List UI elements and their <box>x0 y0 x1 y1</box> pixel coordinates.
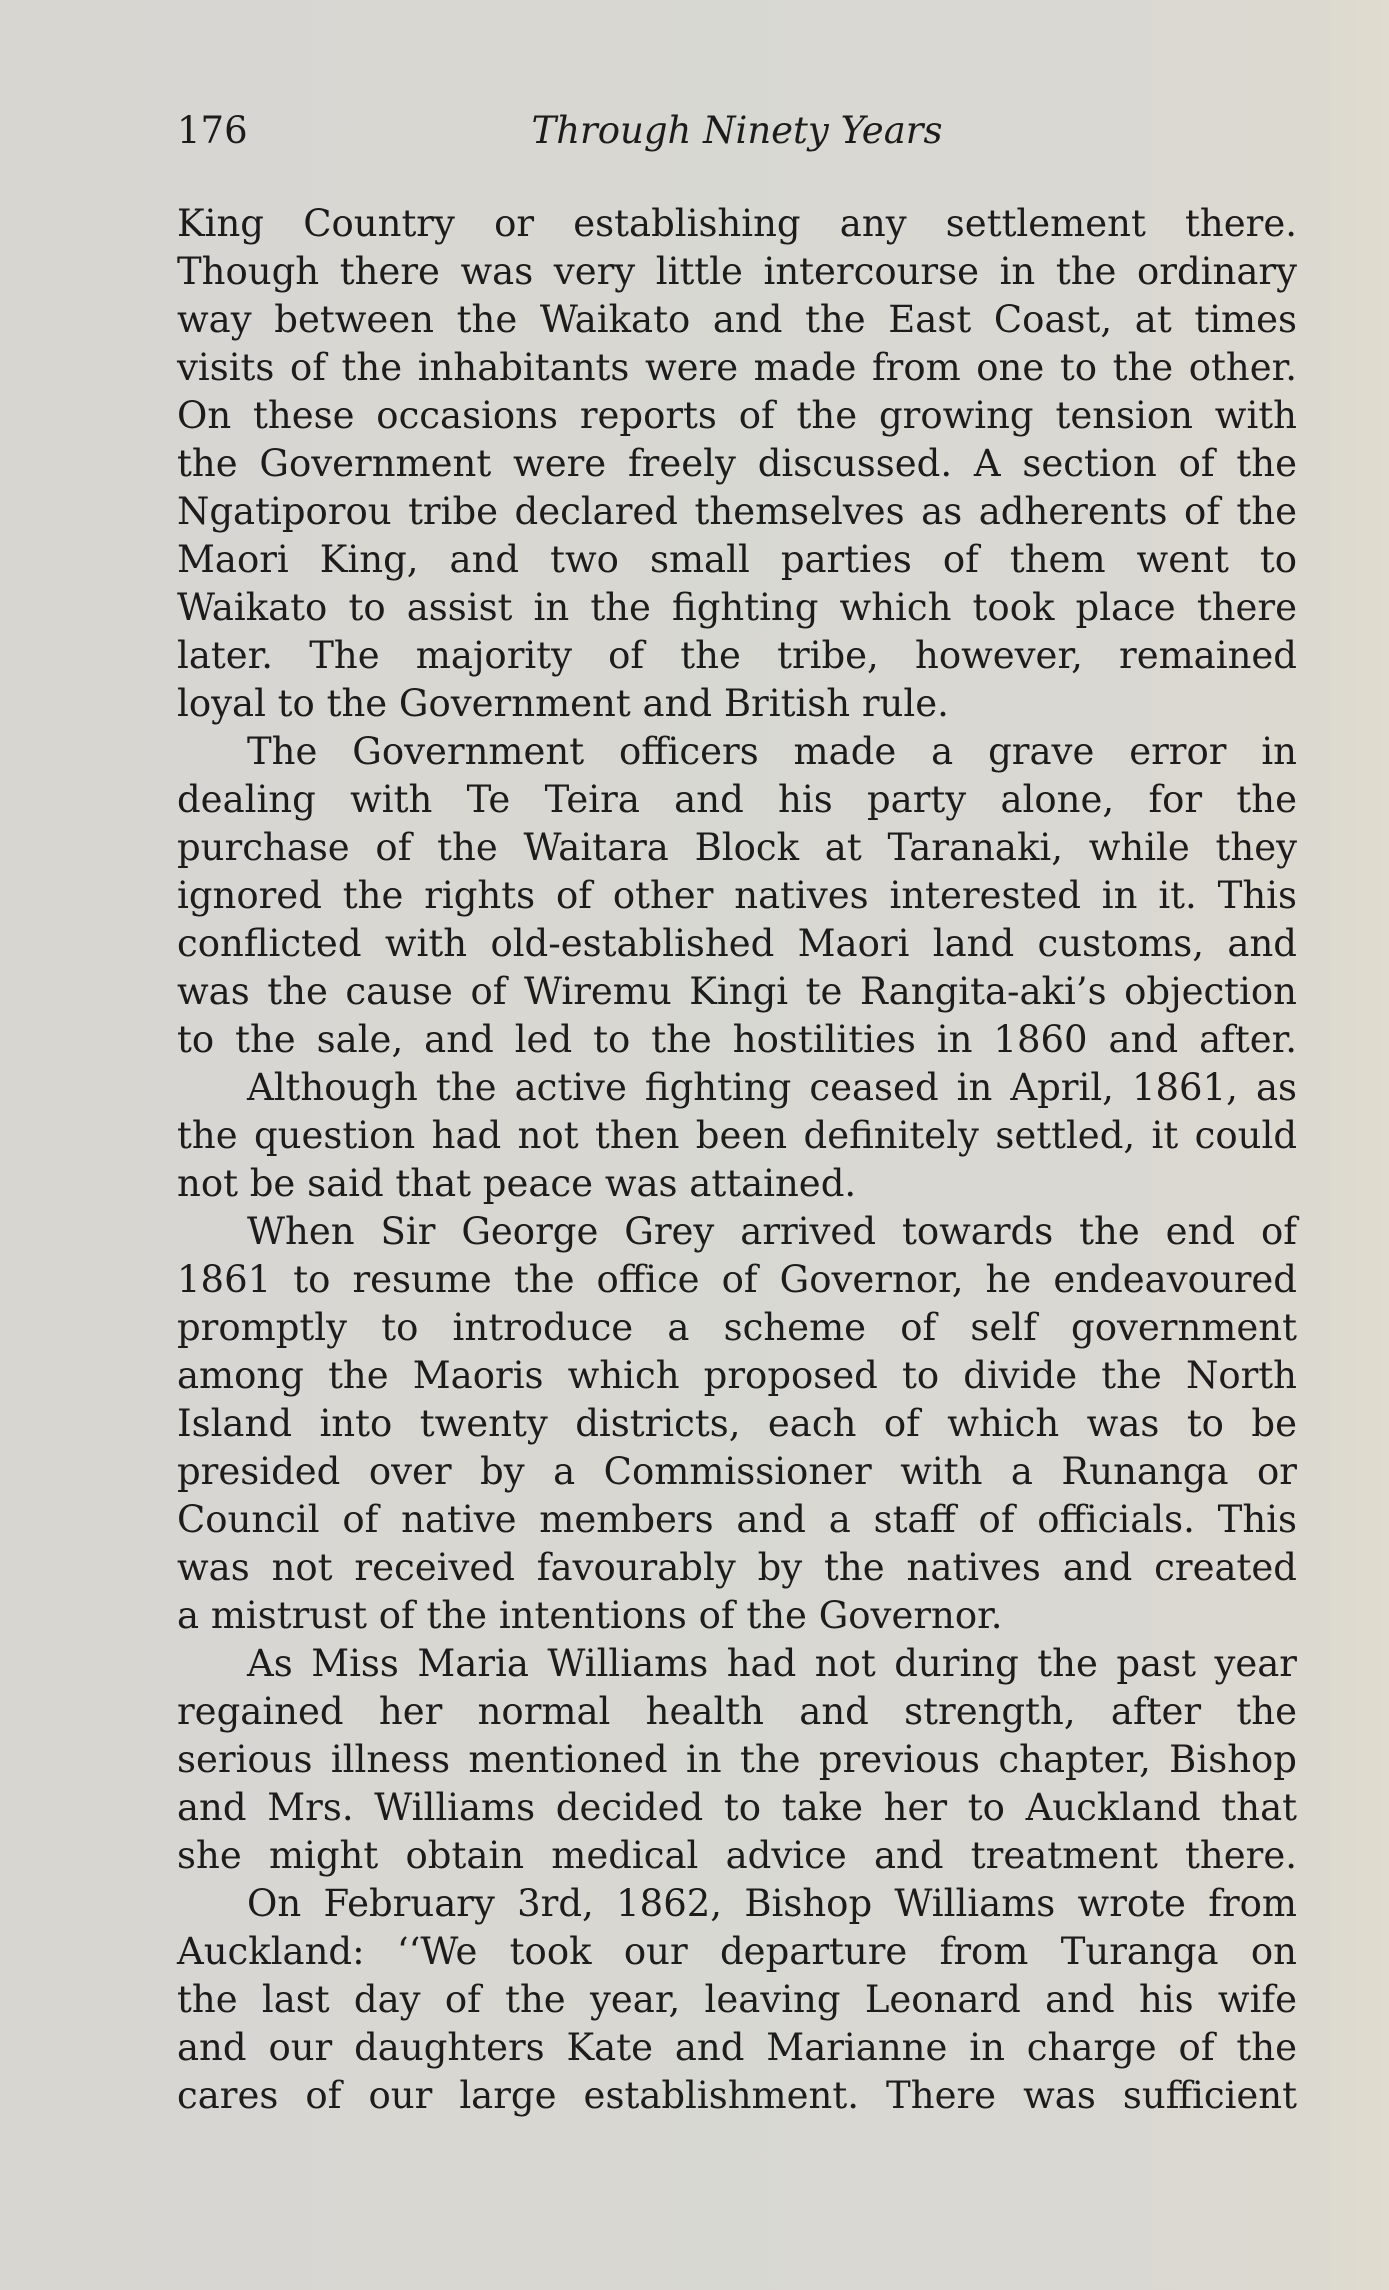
body-text <box>177 200 1297 2120</box>
text-line: and our daughters Kate and Marianne in charge of the <box>177 2026 1297 2069</box>
text-line: purchase of the Waitara Block at Taranaki, while they <box>177 826 1297 869</box>
text-line: Waikato to assist in the fighting which took place there <box>177 586 1297 629</box>
text-line: As Miss Maria Williams had not during the past year <box>247 1642 1297 1685</box>
text-line: regained her normal health and strength, after the <box>177 1690 1297 1733</box>
text-line: On February 3rd, 1862, Bishop Williams wrote from <box>247 1882 1297 1925</box>
text-line: 1861 to resume the office of Governor, he endeavoured <box>177 1258 1297 1301</box>
text-line: Although the active fighting ceased in April, 1861, as <box>247 1066 1297 1109</box>
text-line: the last day of the year, leaving Leonard and his wife <box>177 1978 1297 2021</box>
text-line: way between the Waikato and the East Coast, at times <box>177 298 1297 341</box>
text-line: presided over by a Commissioner with a Runanga or <box>177 1450 1297 1493</box>
text-line: cares of our large establishment. There was sufficient <box>177 2074 1297 2117</box>
text-line: Maori King, and two small parties of them went to <box>177 538 1297 581</box>
text-line: On these occasions reports of the growing tension with <box>177 394 1297 437</box>
text-line: later. The majority of the tribe, however, remained <box>177 634 1297 677</box>
text-line: ignored the rights of other natives interested in it. This <box>177 874 1297 917</box>
text-line: King Country or establishing any settlement there. <box>177 202 1297 245</box>
running-header <box>177 107 1297 155</box>
paragraph <box>177 200 1297 728</box>
text-line: promptly to introduce a scheme of self government <box>177 1306 1297 1349</box>
text-line: serious illness mentioned in the previous chapter, Bishop <box>177 1738 1297 1781</box>
text-line: was not received favourably by the natives and created <box>177 1546 1297 1589</box>
text-line: Though there was very little intercourse in the ordinary <box>177 250 1297 293</box>
text-line: she might obtain medical advice and treatment there. <box>177 1834 1297 1877</box>
text-line: When Sir George Grey arrived towards the end of <box>247 1210 1297 1253</box>
text-line: loyal to the Government and British rule. <box>177 682 949 725</box>
paragraph <box>177 1880 1297 2120</box>
text-line: conflicted with old-established Maori land customs, and <box>177 922 1297 965</box>
text-line: a mistrust of the intentions of the Governor. <box>177 1594 1003 1637</box>
text-line: to the sale, and led to the hostilities in 1860 and after. <box>177 1018 1297 1061</box>
text-line: not be said that peace was attained. <box>177 1162 857 1205</box>
text-line: visits of the inhabitants were made from one to the other. <box>177 346 1297 389</box>
text-line: the question had not then been definitely settled, it could <box>177 1114 1297 1157</box>
text-line: the Government were freely discussed. A section of the <box>177 442 1297 485</box>
text-line: Auckland: ‘‘We took our departure from Turanga on <box>177 1930 1297 1973</box>
text-line: was the cause of Wiremu Kingi te Rangita-aki’s objection <box>177 970 1297 1013</box>
paragraph <box>177 728 1297 1064</box>
text-line: among the Maoris which proposed to divide the North <box>177 1354 1297 1397</box>
paragraph <box>177 1064 1297 1208</box>
paragraph <box>177 1640 1297 1880</box>
text-line: and Mrs. Williams decided to take her to Auckland that <box>177 1786 1297 1829</box>
text-line: Ngatiporou tribe declared themselves as adherents of the <box>177 490 1297 533</box>
running-title: Through Ninety Years <box>531 109 943 152</box>
text-line: Council of native members and a staff of officials. This <box>177 1498 1297 1541</box>
page-number: 176 <box>177 109 248 152</box>
paragraph <box>177 1208 1297 1640</box>
text-line: The Government officers made a grave error in <box>247 730 1297 773</box>
text-line: dealing with Te Teira and his party alone, for the <box>177 778 1297 821</box>
text-line: Island into twenty districts, each of which was to be <box>177 1402 1297 1445</box>
